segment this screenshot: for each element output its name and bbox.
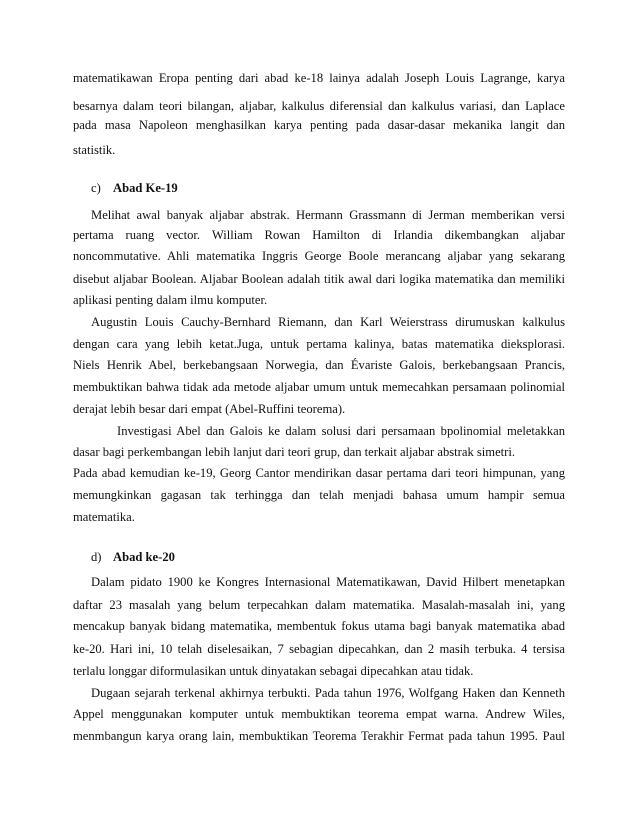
paragraph-line: pada masa Napoleon menghasilkan karya penting pada dasar-dasar mekanika langit dan (73, 118, 565, 132)
paragraph-line: pertama ruang vector. William Rowan Hamilton di Irlandia dikembangkan aljabar (73, 228, 565, 242)
paragraph-line: daftar 23 masalah yang belum terpecahkan dalam matematika. Masalah-masalah ini, yang (73, 598, 565, 612)
paragraph-line: Dugaan sejarah terkenal akhirnya terbukti. Pada tahun 1976, Wolfgang Haken dan Kenneth (91, 686, 565, 700)
paragraph-line: Augustin Louis Cauchy-Bernhard Riemann, dan Karl Weierstrass dirumuskan kalkulus (91, 315, 565, 329)
paragraph-line: Pada abad kemudian ke-19, Georg Cantor mendirikan dasar pertama dari teori himpunan, yang (73, 466, 565, 480)
paragraph-line: memungkinkan gagasan tak terhingga dan telah menjadi bahasa umum hampir semua (73, 488, 565, 502)
section-heading-d (91, 549, 175, 565)
paragraph-line: matematikawan Eropa penting dari abad ke-18 lainya adalah Joseph Louis Lagrange, karya (73, 71, 565, 85)
paragraph-line: dengan cara yang lebih ketat.Juga, untuk pertama kalinya, batas matematika dieksplorasi. (73, 337, 565, 351)
paragraph-line: Dalam pidato 1900 ke Kongres Internasional Matematikawan, David Hilbert menetapkan (91, 575, 565, 589)
paragraph-line: derajat lebih besar dari empat (Abel-Ruffini teorema). (73, 402, 346, 416)
paragraph-line: membuktikan bahwa tidak ada metode aljabar umum untuk memecahkan persamaan polinomial (73, 380, 565, 394)
paragraph-line: Niels Henrik Abel, berkebangsaan Norwegia, dan Évariste Galois, berkebangsaan Prancis, (73, 358, 565, 372)
paragraph-line: besarnya dalam teori bilangan, aljabar, kalkulus diferensial dan kalkulus variasi, dan Laplace (73, 99, 565, 113)
list-marker: d) (91, 550, 102, 564)
paragraph-line: mencakup banyak bidang matematika, membentuk fokus utama bagi banyak matematika abad (73, 619, 565, 633)
paragraph-line: dasar bagi perkembangan lebih lanjut dari teori grup, dan terkait aljabar abstrak simetri. (73, 445, 516, 459)
paragraph-line: Investigasi Abel dan Galois ke dalam solusi dari persamaan bpolinomial meletakkan (117, 424, 565, 438)
paragraph-line: statistik. (73, 143, 116, 157)
paragraph-line: Melihat awal banyak aljabar abstrak. Hermann Grassmann di Jerman memberikan versi (91, 208, 565, 222)
paragraph-line: noncommutative. Ahli matematika Inggris George Boole merancang aljabar yang sekarang (73, 249, 565, 263)
paragraph-line: ke-20. Hari ini, 10 telah diselesaikan, 7 sebagian dipecahkan, dan 2 masih terbuka. 4 tersisa (73, 642, 565, 656)
paragraph-line: Appel menggunakan komputer untuk membuktikan teorema empat warna. Andrew Wiles, (73, 707, 565, 721)
section-heading-c (91, 180, 178, 196)
paragraph-line: matematika. (73, 510, 135, 524)
paragraph-line: disebut aljabar Boolean. Aljabar Boolean adalah titik awal dari logika matematika dan memiliki (73, 272, 565, 286)
paragraph-line: terlalu longgar diformulasikan untuk dinyatakan sebagai dipecahkan atau tidak. (73, 664, 474, 678)
section-title: Abad ke-20 (113, 550, 175, 564)
section-title: Abad Ke-19 (113, 181, 178, 195)
paragraph-line: menmbangun karya orang lain, membuktikan Teorema Terakhir Fermat pada tahun 1995. Paul (73, 729, 565, 743)
list-marker: c) (91, 181, 101, 195)
paragraph-line: aplikasi penting dalam ilmu komputer. (73, 293, 268, 307)
